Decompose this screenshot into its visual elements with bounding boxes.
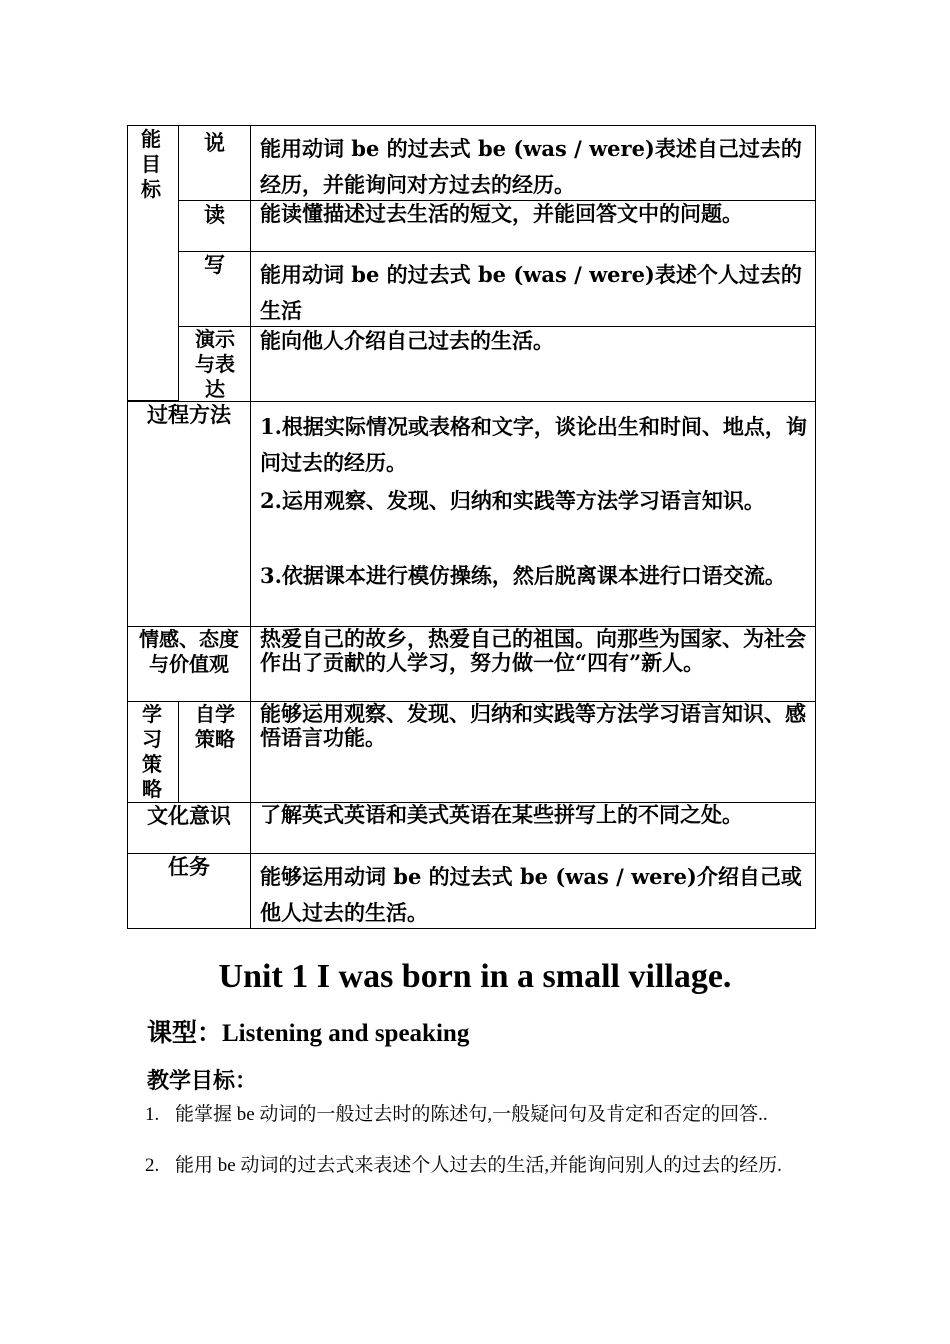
write-text: 能用动词 be 的过去式 be (was / were)表述个人过去的生活 bbox=[260, 262, 802, 323]
goals-heading: 教学目标： bbox=[147, 1068, 258, 1093]
process-item-1: 1.根据实际情况或表格和文字，谈论出生和时间、地点，询问过去的经历。 bbox=[260, 414, 807, 475]
list-number: 2. bbox=[145, 1155, 160, 1176]
emotion-label: 情感、态度与价值观 bbox=[139, 627, 239, 676]
task-label: 任务 bbox=[168, 854, 210, 879]
process-label: 过程方法 bbox=[147, 402, 231, 427]
speak-label: 说 bbox=[204, 130, 225, 155]
process-item-3: 3.依据课本进行模仿操练，然后脱离课本进行口语交流。 bbox=[260, 563, 786, 588]
strategy-text: 能够运用观察、发现、归纳和实践等方法学习语言知识、感悟语言功能。 bbox=[260, 701, 806, 750]
list-text: 能用 be 动词的过去式来表述个人过去的生活,并能询问别人的过去的经历. bbox=[175, 1155, 782, 1176]
culture-label: 文化意识 bbox=[147, 803, 231, 828]
list-text: 能掌握 be 动词的一般过去时的陈述句,一般疑问句及肯定和否定的回答.. bbox=[175, 1104, 768, 1125]
process-label-cell bbox=[127, 401, 251, 627]
emotion-text: 热爱自己的故乡，热爱自己的祖国。向那些为国家、为社会作出了贡献的人学习，努力做一位“四有”新人。 bbox=[260, 626, 806, 675]
list-number: 1. bbox=[145, 1104, 160, 1125]
read-text: 能读懂描述过去生活的短文，并能回答文中的问题。 bbox=[260, 201, 743, 226]
task-text: 能够运用动词 be 的过去式 be (was / were)介绍自己或他人过去的生活。 bbox=[260, 864, 802, 925]
ability-label: 能目标 bbox=[141, 127, 161, 201]
unit-title: Unit 1 I was born in a small village. bbox=[218, 958, 732, 995]
process-item-2: 2.运用观察、发现、归纳和实践等方法学习语言知识。 bbox=[260, 488, 765, 513]
culture-text: 了解英式英语和美式英语在某些拼写上的不同之处。 bbox=[260, 802, 743, 827]
read-label: 读 bbox=[204, 202, 225, 227]
self-label: 自学策略 bbox=[195, 702, 235, 751]
present-text: 能向他人介绍自己过去的生活。 bbox=[260, 328, 554, 353]
write-label: 写 bbox=[204, 252, 225, 277]
objectives-table bbox=[127, 125, 816, 929]
lesson-type: 课型：Listening and speaking bbox=[147, 1020, 470, 1047]
speak-text: 能用动词 be 的过去式 be (was / were)表述自己过去的经历，并能询问对方过去的经历。 bbox=[260, 136, 802, 197]
present-label: 演示与表达 bbox=[195, 327, 235, 401]
strategy-label: 学习策略 bbox=[142, 702, 162, 801]
